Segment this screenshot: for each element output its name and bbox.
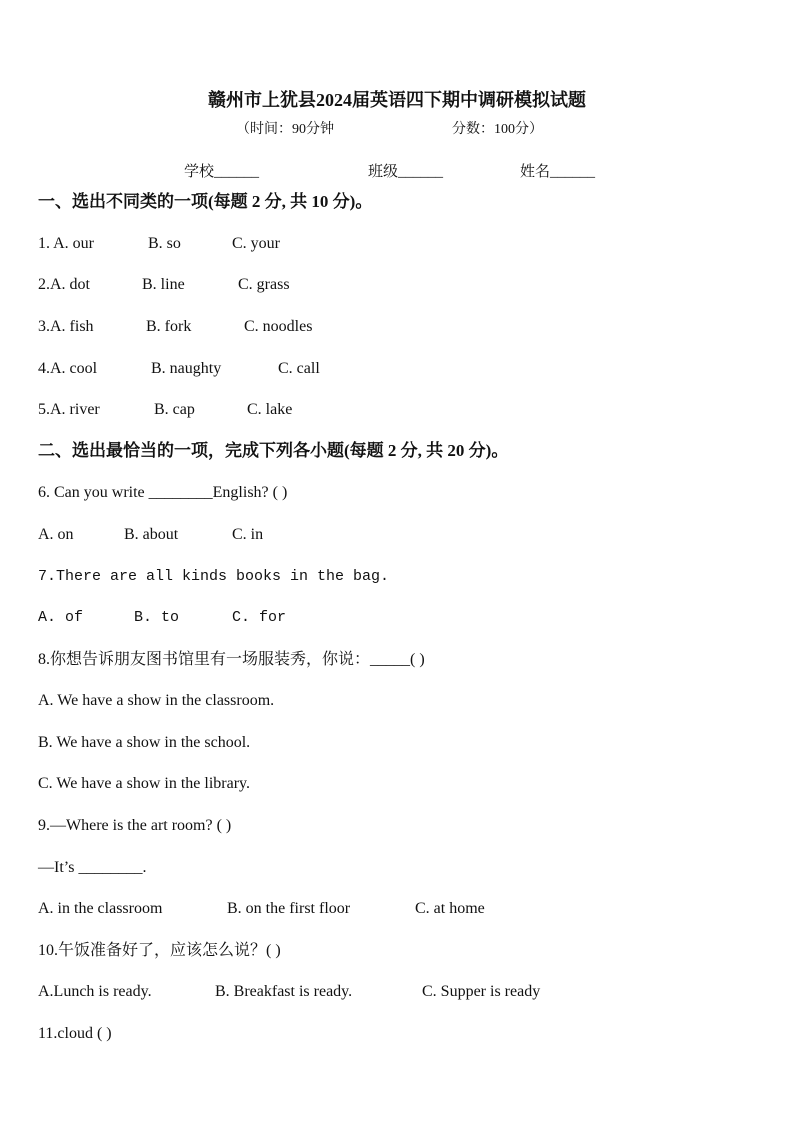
question-8-option-b[interactable]: B. We have a show in the school. <box>38 734 251 751</box>
name-field[interactable]: 姓名______ <box>520 164 596 180</box>
exam-time: （时间：90分钟 <box>236 122 334 137</box>
question-7-option-b[interactable]: B. to <box>134 609 180 626</box>
question-9-option-b[interactable]: B. on the first floor <box>227 900 351 917</box>
class-field[interactable]: 班级______ <box>368 164 444 180</box>
question-6-option-c[interactable]: C. in <box>232 526 264 543</box>
question-9-option-a[interactable]: A. in the classroom <box>38 900 163 917</box>
question-2-option-c[interactable]: C. grass <box>238 276 290 293</box>
question-6-stem: 6. Can you write ________English? ( ) <box>38 484 288 501</box>
question-10-option-b[interactable]: B. Breakfast is ready. <box>215 983 353 1000</box>
question-10-options <box>38 982 541 1002</box>
question-10-option-c[interactable]: C. Supper is ready <box>422 983 541 1000</box>
question-9-stem: 9.—Where is the art room? ( ) <box>38 817 232 834</box>
question-9-option-c[interactable]: C. at home <box>415 900 485 917</box>
section-2-heading: 二、选出最恰当的一项，完成下列各小题(每题 2 分, 共 20 分)。 <box>38 441 509 460</box>
question-4-option-b[interactable]: B. naughty <box>151 360 222 377</box>
question-11-stem: 11.cloud ( ) <box>38 1025 112 1042</box>
school-field[interactable]: 学校______ <box>184 164 260 180</box>
question-10-stem: 10.午饭准备好了，应该怎么说？( ) <box>38 942 281 959</box>
question-1 <box>38 234 280 254</box>
question-3 <box>38 317 313 337</box>
question-2 <box>38 275 290 295</box>
section-1-heading: 一、选出不同类的一项(每题 2 分, 共 10 分)。 <box>38 192 373 211</box>
question-8-option-a[interactable]: A. We have a show in the classroom. <box>38 692 275 709</box>
question-6-option-b[interactable]: B. about <box>124 526 179 543</box>
question-7-option-c[interactable]: C. for <box>232 609 287 626</box>
question-1-option-a[interactable]: 1. A. our <box>38 235 94 252</box>
question-8-option-c[interactable]: C. We have a show in the library. <box>38 775 250 792</box>
question-6-option-a[interactable]: A. on <box>38 526 74 543</box>
question-5 <box>38 400 293 420</box>
exam-score: 分数：100分） <box>452 122 543 137</box>
question-6-options <box>38 525 264 545</box>
question-10-option-a[interactable]: A.Lunch is ready. <box>38 983 152 1000</box>
question-3-option-a[interactable]: 3.A. fish <box>38 318 94 335</box>
question-7-options <box>38 608 287 628</box>
question-9-answer-line: —It’s ________. <box>38 859 147 876</box>
question-8-stem: 8.你想告诉朋友图书馆里有一场服装秀，你说：_____( ) <box>38 651 425 668</box>
question-4-option-c[interactable]: C. call <box>278 360 320 377</box>
question-4 <box>38 359 320 379</box>
question-9-options <box>38 899 485 919</box>
page-title: 赣州市上犹县2024届英语四下期中调研模拟试题 <box>208 90 586 110</box>
question-2-option-a[interactable]: 2.A. dot <box>38 276 90 293</box>
question-7-option-a[interactable]: A. of <box>38 609 84 626</box>
question-1-option-b[interactable]: B. so <box>148 235 181 252</box>
question-7-stem: 7.There are all kinds books in the bag. <box>38 568 390 585</box>
question-4-option-a[interactable]: 4.A. cool <box>38 360 98 377</box>
question-3-option-c[interactable]: C. noodles <box>244 318 313 335</box>
question-5-option-a[interactable]: 5.A. river <box>38 401 100 418</box>
question-2-option-b[interactable]: B. line <box>142 276 185 293</box>
question-5-option-c[interactable]: C. lake <box>247 401 293 418</box>
question-1-option-c[interactable]: C. your <box>232 235 280 252</box>
question-5-option-b[interactable]: B. cap <box>154 401 195 418</box>
question-3-option-b[interactable]: B. fork <box>146 318 192 335</box>
